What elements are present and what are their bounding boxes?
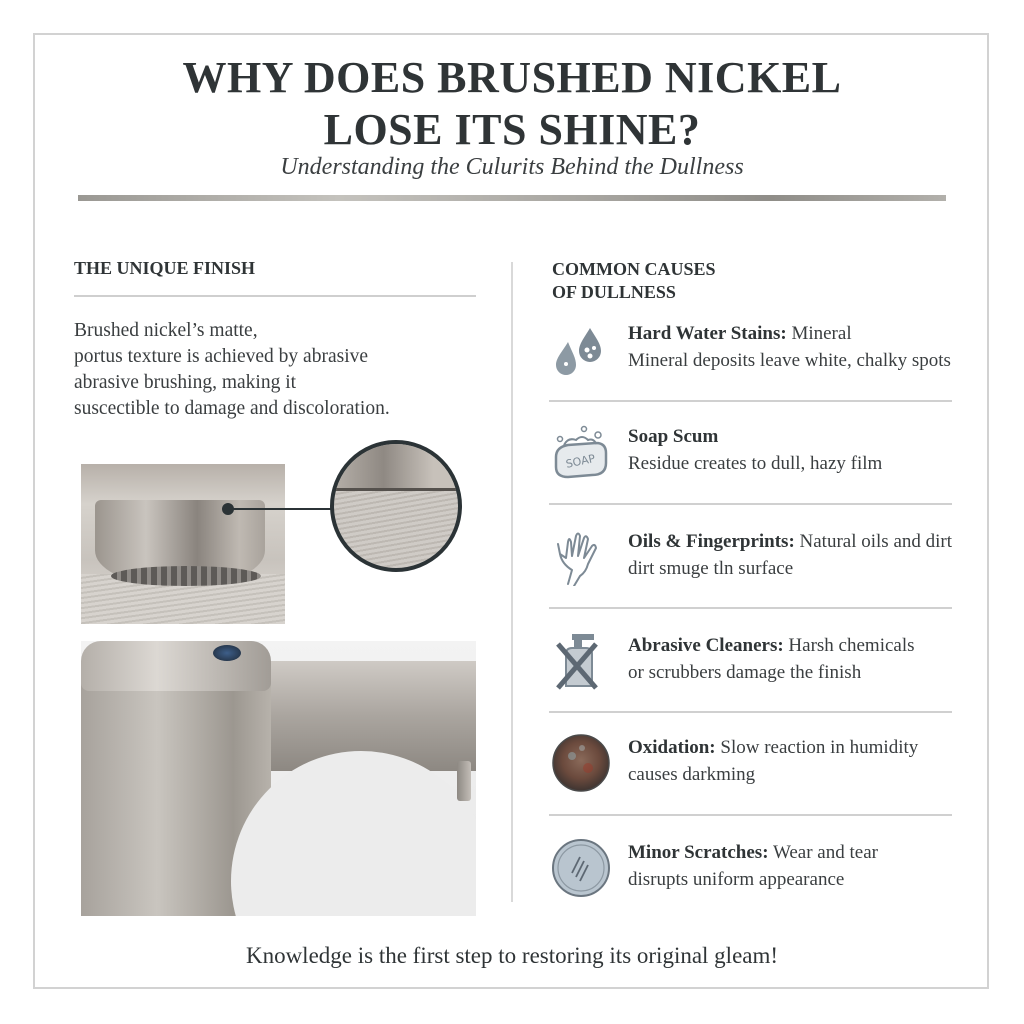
- cause-text: [628, 734, 988, 788]
- left-heading-divider: [74, 295, 476, 297]
- hand-icon: [552, 528, 610, 586]
- page-subtitle: Understanding the Culurits Behind the Dullness: [280, 154, 744, 180]
- cause-desc-2: dirt smuge tln surface: [628, 558, 794, 579]
- column-divider: [511, 262, 513, 902]
- heading-line-2: OF DULLNESS: [552, 282, 676, 302]
- title-divider: [78, 195, 946, 201]
- cause-desc-2: or scrubbers damage the finish: [628, 662, 862, 683]
- cause-desc-2: disrupts uniform appearance: [628, 869, 845, 890]
- faucet-aerator-closeup-image: [81, 464, 285, 624]
- cause-title: Soap Scum: [628, 426, 719, 447]
- cause-divider: [549, 607, 952, 609]
- heading-line-1: COMMON CAUSES: [552, 259, 716, 279]
- magnified-aerator-edge: [334, 444, 458, 489]
- cause-title: Oils & Fingerprints:: [628, 531, 795, 552]
- cause-title: Minor Scratches:: [628, 842, 769, 863]
- cause-desc: Slow reaction in humidity: [715, 737, 919, 758]
- cause-title: Hard Water Stains:: [628, 323, 787, 344]
- faucet-spout-image: [81, 641, 476, 916]
- callout-connector-line: [232, 508, 332, 510]
- spout-nozzle: [457, 761, 471, 801]
- footer-tagline: Knowledge is the first step to restoring its original gleam!: [245, 943, 779, 968]
- cause-text: [628, 320, 988, 374]
- title-line-1: WHY DOES BRUSHED NICKEL: [182, 53, 842, 102]
- svg-text:SOAP: SOAP: [564, 451, 597, 471]
- cause-title: Abrasive Cleaners:: [628, 635, 784, 656]
- crossed-cleaner-bottle-icon: [552, 632, 610, 690]
- water-drops-icon: [552, 320, 610, 378]
- cause-divider: [549, 400, 952, 402]
- faucet-cap: [81, 641, 271, 691]
- cause-desc-2: Residue creates to dull, hazy film: [628, 453, 883, 474]
- aerator-screen: [111, 566, 261, 586]
- body-line: suscectible to damage and discoloration.: [74, 398, 390, 419]
- soap-bar-icon: [552, 423, 610, 481]
- cause-text: [628, 632, 988, 686]
- unique-finish-body: [74, 318, 484, 422]
- cause-desc: Mineral: [786, 323, 852, 344]
- title-line-2: LOSE ITS SHINE?: [323, 105, 701, 154]
- body-line: abrasive brushing, making it: [74, 372, 297, 393]
- unique-finish-heading: THE UNIQUE FINISH: [74, 258, 256, 278]
- cause-desc-2: causes darkming: [628, 764, 756, 785]
- body-line: Brushed nickel’s matte,: [74, 320, 258, 341]
- cause-divider: [549, 711, 952, 713]
- scratched-disc-icon: [552, 839, 610, 897]
- cause-desc: Harsh chemicals: [783, 635, 915, 656]
- cause-text: [628, 423, 988, 477]
- cause-desc: Wear and tear: [768, 842, 878, 863]
- cause-desc: Natural oils and dirt: [794, 531, 953, 552]
- oxidized-disc-icon: [552, 734, 610, 792]
- body-line: portus texture is achieved by abrasive: [74, 346, 369, 367]
- cause-desc-2: Mineral deposits leave white, chalky spots: [628, 350, 951, 371]
- cause-divider: [549, 814, 952, 816]
- cause-text: [628, 839, 988, 893]
- cause-text: [628, 528, 988, 582]
- faucet-indicator: [213, 645, 241, 661]
- cause-title: Oxidation:: [628, 737, 716, 758]
- magnified-texture-callout: [330, 440, 462, 572]
- common-causes-heading: [552, 258, 716, 304]
- cause-divider: [549, 503, 952, 505]
- magnified-seam: [334, 488, 458, 491]
- page-title: [0, 52, 1024, 156]
